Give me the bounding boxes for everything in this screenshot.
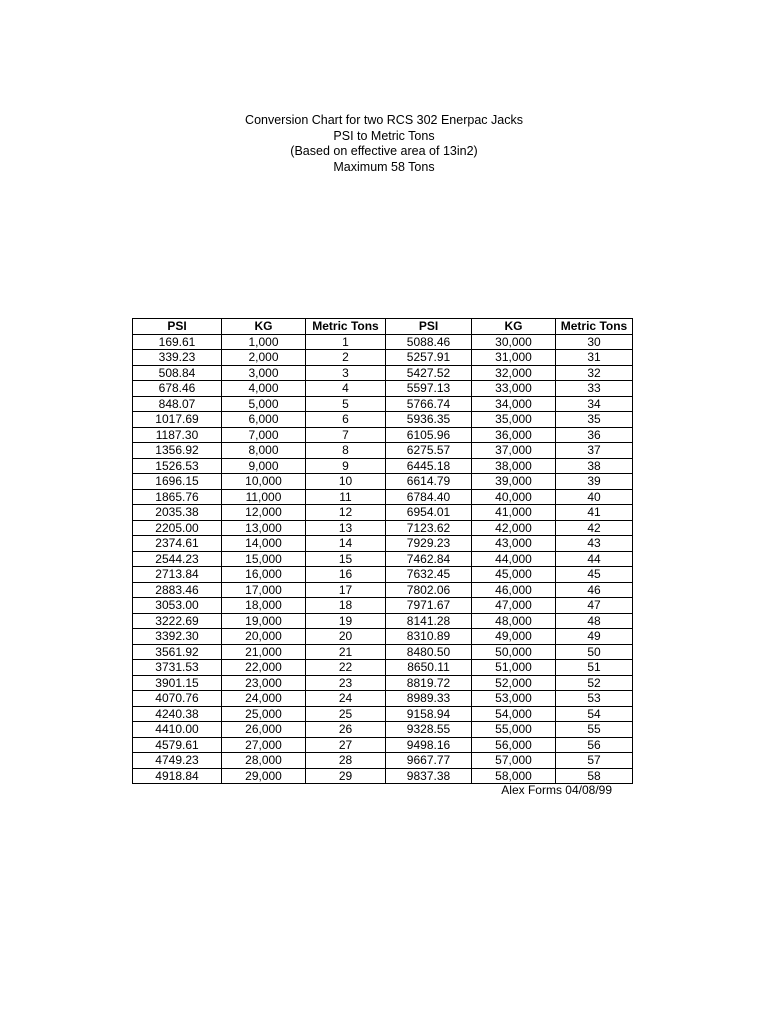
metric-tons-cell: 52 <box>556 675 633 691</box>
psi-cell: 7971.67 <box>386 598 472 614</box>
psi-cell: 4070.76 <box>133 691 222 707</box>
psi-cell: 9328.55 <box>386 722 472 738</box>
psi-cell: 6275.57 <box>386 443 472 459</box>
psi-cell: 3561.92 <box>133 644 222 660</box>
kg-cell: 53,000 <box>472 691 556 707</box>
kg-cell: 49,000 <box>472 629 556 645</box>
metric-tons-cell: 23 <box>306 675 386 691</box>
table-row <box>133 753 633 769</box>
metric-tons-cell: 56 <box>556 737 633 753</box>
table-row <box>133 536 633 552</box>
metric-tons-cell: 14 <box>306 536 386 552</box>
title-line: PSI to Metric Tons <box>333 128 435 143</box>
kg-cell: 3,000 <box>222 365 306 381</box>
table-row <box>133 381 633 397</box>
psi-cell: 4579.61 <box>133 737 222 753</box>
psi-cell: 3222.69 <box>133 613 222 629</box>
kg-cell: 20,000 <box>222 629 306 645</box>
metric-tons-cell: 36 <box>556 427 633 443</box>
psi-cell: 9667.77 <box>386 753 472 769</box>
table-row <box>133 768 633 784</box>
psi-cell: 1187.30 <box>133 427 222 443</box>
metric-tons-cell: 2 <box>306 350 386 366</box>
title-line: Conversion Chart for two RCS 302 Enerpac Jacks <box>245 113 523 127</box>
table-row <box>133 489 633 505</box>
psi-cell: 848.07 <box>133 396 222 412</box>
conversion-table-container <box>132 318 632 784</box>
psi-cell: 1356.92 <box>133 443 222 459</box>
kg-cell: 22,000 <box>222 660 306 676</box>
psi-cell: 6105.96 <box>386 427 472 443</box>
metric-tons-cell: 34 <box>556 396 633 412</box>
metric-tons-cell: 38 <box>556 458 633 474</box>
psi-cell: 8310.89 <box>386 629 472 645</box>
psi-cell: 4410.00 <box>133 722 222 738</box>
kg-cell: 12,000 <box>222 505 306 521</box>
table-row <box>133 644 633 660</box>
kg-cell: 34,000 <box>472 396 556 412</box>
kg-cell: 11,000 <box>222 489 306 505</box>
metric-tons-cell: 4 <box>306 381 386 397</box>
kg-cell: 2,000 <box>222 350 306 366</box>
psi-cell: 678.46 <box>133 381 222 397</box>
kg-cell: 24,000 <box>222 691 306 707</box>
metric-tons-cell: 29 <box>306 768 386 784</box>
kg-cell: 10,000 <box>222 474 306 490</box>
metric-tons-cell: 49 <box>556 629 633 645</box>
metric-tons-cell: 31 <box>556 350 633 366</box>
kg-cell: 13,000 <box>222 520 306 536</box>
table-row <box>133 567 633 583</box>
metric-tons-cell: 45 <box>556 567 633 583</box>
psi-cell: 1865.76 <box>133 489 222 505</box>
kg-cell: 19,000 <box>222 613 306 629</box>
metric-tons-cell: 16 <box>306 567 386 583</box>
metric-tons-cell: 46 <box>556 582 633 598</box>
psi-cell: 5257.91 <box>386 350 472 366</box>
kg-cell: 31,000 <box>472 350 556 366</box>
kg-cell: 48,000 <box>472 613 556 629</box>
kg-cell: 26,000 <box>222 722 306 738</box>
table-row <box>133 427 633 443</box>
kg-cell: 14,000 <box>222 536 306 552</box>
table-row <box>133 706 633 722</box>
metric-tons-cell: 6 <box>306 412 386 428</box>
psi-cell: 2883.46 <box>133 582 222 598</box>
psi-cell: 7462.84 <box>386 551 472 567</box>
psi-cell: 5597.13 <box>386 381 472 397</box>
table-row <box>133 722 633 738</box>
kg-cell: 44,000 <box>472 551 556 567</box>
table-row <box>133 582 633 598</box>
psi-cell: 339.23 <box>133 350 222 366</box>
kg-cell: 50,000 <box>472 644 556 660</box>
table-header-row <box>133 319 633 335</box>
metric-tons-cell: 3 <box>306 365 386 381</box>
table-row <box>133 660 633 676</box>
psi-cell: 6954.01 <box>386 505 472 521</box>
kg-cell: 56,000 <box>472 737 556 753</box>
table-row <box>133 396 633 412</box>
psi-cell: 8480.50 <box>386 644 472 660</box>
psi-cell: 7632.45 <box>386 567 472 583</box>
table-row <box>133 520 633 536</box>
metric-tons-cell: 12 <box>306 505 386 521</box>
psi-cell: 6784.40 <box>386 489 472 505</box>
table-row <box>133 613 633 629</box>
table-row <box>133 458 633 474</box>
psi-cell: 3901.15 <box>133 675 222 691</box>
table-row <box>133 474 633 490</box>
metric-tons-cell: 18 <box>306 598 386 614</box>
metric-tons-cell: 22 <box>306 660 386 676</box>
psi-cell: 3053.00 <box>133 598 222 614</box>
metric-tons-cell: 53 <box>556 691 633 707</box>
kg-cell: 27,000 <box>222 737 306 753</box>
metric-tons-cell: 50 <box>556 644 633 660</box>
psi-cell: 5427.52 <box>386 365 472 381</box>
metric-tons-cell: 11 <box>306 489 386 505</box>
metric-tons-cell: 9 <box>306 458 386 474</box>
table-row <box>133 505 633 521</box>
column-header-psi: PSI <box>386 319 472 335</box>
kg-cell: 29,000 <box>222 768 306 784</box>
psi-cell: 1017.69 <box>133 412 222 428</box>
column-header-metric-tons: Metric Tons <box>306 319 386 335</box>
kg-cell: 33,000 <box>472 381 556 397</box>
kg-cell: 30,000 <box>472 334 556 350</box>
psi-cell: 508.84 <box>133 365 222 381</box>
column-header-kg: KG <box>472 319 556 335</box>
kg-cell: 18,000 <box>222 598 306 614</box>
psi-cell: 5088.46 <box>386 334 472 350</box>
psi-cell: 5936.35 <box>386 412 472 428</box>
psi-cell: 7802.06 <box>386 582 472 598</box>
psi-cell: 7929.23 <box>386 536 472 552</box>
psi-cell: 169.61 <box>133 334 222 350</box>
psi-cell: 6614.79 <box>386 474 472 490</box>
metric-tons-cell: 7 <box>306 427 386 443</box>
psi-cell: 3392.30 <box>133 629 222 645</box>
metric-tons-cell: 30 <box>556 334 633 350</box>
kg-cell: 25,000 <box>222 706 306 722</box>
psi-cell: 3731.53 <box>133 660 222 676</box>
title-line: (Based on effective area of 13in2) <box>290 144 478 158</box>
metric-tons-cell: 13 <box>306 520 386 536</box>
metric-tons-cell: 27 <box>306 737 386 753</box>
kg-cell: 5,000 <box>222 396 306 412</box>
metric-tons-cell: 58 <box>556 768 633 784</box>
metric-tons-cell: 24 <box>306 691 386 707</box>
column-header-psi: PSI <box>133 319 222 335</box>
psi-cell: 9158.94 <box>386 706 472 722</box>
metric-tons-cell: 48 <box>556 613 633 629</box>
metric-tons-cell: 40 <box>556 489 633 505</box>
kg-cell: 46,000 <box>472 582 556 598</box>
metric-tons-cell: 5 <box>306 396 386 412</box>
table-row <box>133 629 633 645</box>
kg-cell: 54,000 <box>472 706 556 722</box>
psi-cell: 7123.62 <box>386 520 472 536</box>
kg-cell: 4,000 <box>222 381 306 397</box>
table-row <box>133 691 633 707</box>
psi-cell: 9837.38 <box>386 768 472 784</box>
metric-tons-cell: 55 <box>556 722 633 738</box>
psi-cell: 2374.61 <box>133 536 222 552</box>
kg-cell: 35,000 <box>472 412 556 428</box>
kg-cell: 21,000 <box>222 644 306 660</box>
kg-cell: 42,000 <box>472 520 556 536</box>
kg-cell: 39,000 <box>472 474 556 490</box>
metric-tons-cell: 19 <box>306 613 386 629</box>
table-body <box>133 334 633 784</box>
metric-tons-cell: 25 <box>306 706 386 722</box>
metric-tons-cell: 15 <box>306 551 386 567</box>
metric-tons-cell: 51 <box>556 660 633 676</box>
metric-tons-cell: 33 <box>556 381 633 397</box>
table-row <box>133 551 633 567</box>
psi-cell: 2713.84 <box>133 567 222 583</box>
psi-cell: 8141.28 <box>386 613 472 629</box>
psi-cell: 2544.23 <box>133 551 222 567</box>
metric-tons-cell: 28 <box>306 753 386 769</box>
psi-cell: 5766.74 <box>386 396 472 412</box>
title-line: Maximum 58 Tons <box>333 159 435 174</box>
kg-cell: 45,000 <box>472 567 556 583</box>
table-row <box>133 365 633 381</box>
footer-note: Alex Forms 04/08/99 <box>501 783 612 797</box>
kg-cell: 52,000 <box>472 675 556 691</box>
metric-tons-cell: 42 <box>556 520 633 536</box>
psi-cell: 8989.33 <box>386 691 472 707</box>
psi-cell: 1696.15 <box>133 474 222 490</box>
kg-cell: 40,000 <box>472 489 556 505</box>
psi-cell: 4749.23 <box>133 753 222 769</box>
table-row <box>133 598 633 614</box>
metric-tons-cell: 57 <box>556 753 633 769</box>
kg-cell: 38,000 <box>472 458 556 474</box>
psi-cell: 6445.18 <box>386 458 472 474</box>
table-row <box>133 350 633 366</box>
metric-tons-cell: 44 <box>556 551 633 567</box>
metric-tons-cell: 26 <box>306 722 386 738</box>
metric-tons-cell: 37 <box>556 443 633 459</box>
kg-cell: 57,000 <box>472 753 556 769</box>
metric-tons-cell: 20 <box>306 629 386 645</box>
metric-tons-cell: 47 <box>556 598 633 614</box>
table-row <box>133 334 633 350</box>
psi-cell: 1526.53 <box>133 458 222 474</box>
metric-tons-cell: 43 <box>556 536 633 552</box>
conversion-table <box>132 318 633 784</box>
kg-cell: 43,000 <box>472 536 556 552</box>
metric-tons-cell: 8 <box>306 443 386 459</box>
metric-tons-cell: 54 <box>556 706 633 722</box>
psi-cell: 4240.38 <box>133 706 222 722</box>
kg-cell: 23,000 <box>222 675 306 691</box>
kg-cell: 17,000 <box>222 582 306 598</box>
kg-cell: 36,000 <box>472 427 556 443</box>
kg-cell: 47,000 <box>472 598 556 614</box>
kg-cell: 32,000 <box>472 365 556 381</box>
kg-cell: 37,000 <box>472 443 556 459</box>
kg-cell: 15,000 <box>222 551 306 567</box>
column-header-metric-tons: Metric Tons <box>556 319 633 335</box>
table-row <box>133 443 633 459</box>
kg-cell: 1,000 <box>222 334 306 350</box>
kg-cell: 9,000 <box>222 458 306 474</box>
kg-cell: 7,000 <box>222 427 306 443</box>
kg-cell: 55,000 <box>472 722 556 738</box>
psi-cell: 8650.11 <box>386 660 472 676</box>
kg-cell: 58,000 <box>472 768 556 784</box>
table-row <box>133 412 633 428</box>
metric-tons-cell: 39 <box>556 474 633 490</box>
kg-cell: 8,000 <box>222 443 306 459</box>
metric-tons-cell: 10 <box>306 474 386 490</box>
metric-tons-cell: 35 <box>556 412 633 428</box>
kg-cell: 6,000 <box>222 412 306 428</box>
kg-cell: 51,000 <box>472 660 556 676</box>
table-row <box>133 737 633 753</box>
metric-tons-cell: 17 <box>306 582 386 598</box>
metric-tons-cell: 1 <box>306 334 386 350</box>
kg-cell: 28,000 <box>222 753 306 769</box>
metric-tons-cell: 41 <box>556 505 633 521</box>
psi-cell: 9498.16 <box>386 737 472 753</box>
table-row <box>133 675 633 691</box>
psi-cell: 2035.38 <box>133 505 222 521</box>
metric-tons-cell: 21 <box>306 644 386 660</box>
psi-cell: 2205.00 <box>133 520 222 536</box>
document-title <box>0 113 768 175</box>
column-header-kg: KG <box>222 319 306 335</box>
metric-tons-cell: 32 <box>556 365 633 381</box>
kg-cell: 16,000 <box>222 567 306 583</box>
kg-cell: 41,000 <box>472 505 556 521</box>
psi-cell: 4918.84 <box>133 768 222 784</box>
psi-cell: 8819.72 <box>386 675 472 691</box>
